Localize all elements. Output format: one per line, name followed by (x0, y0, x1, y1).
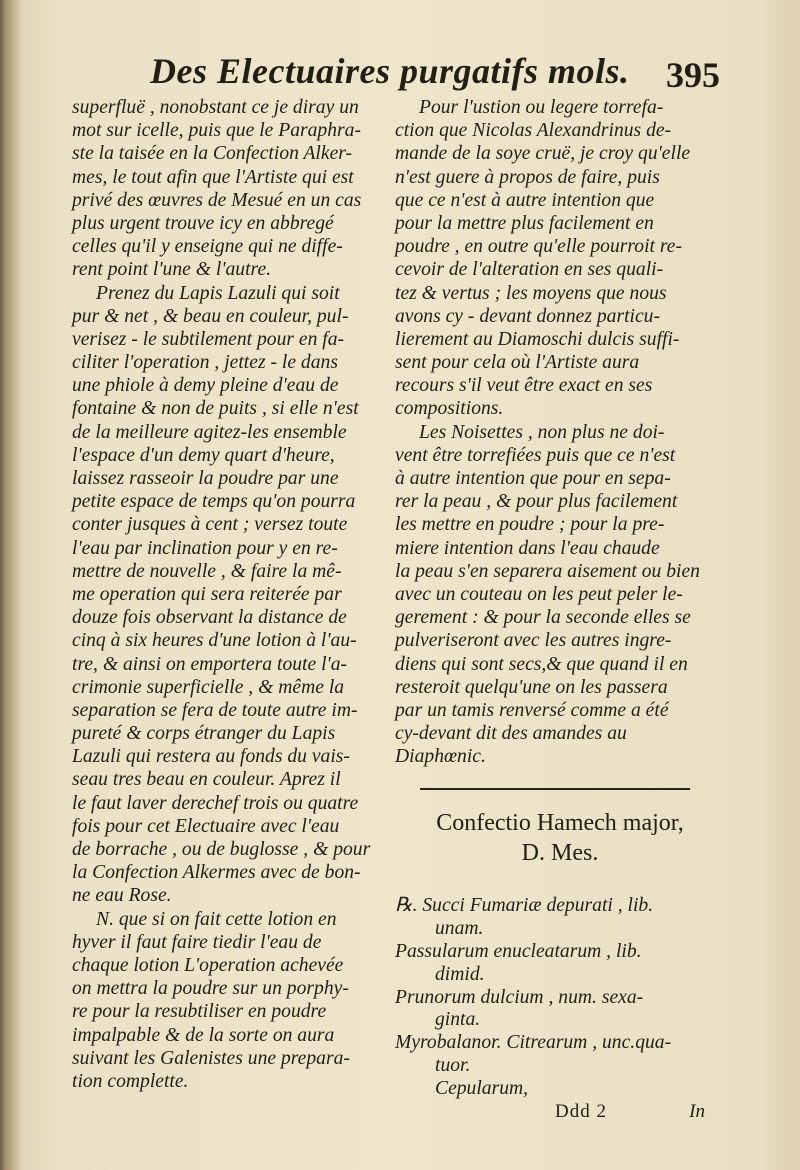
text-line: verisez - le subtilement pour en fa- (72, 328, 345, 350)
recipe-line: Prunorum dulcium , num. sexa- (395, 986, 644, 1008)
text-line: douze fois observant la distance de (72, 607, 347, 629)
recipe-line: dimid. (435, 963, 485, 985)
text-line: N. que si on fait cette lotion en (96, 908, 337, 930)
text-line: la Confection Alkermes avec de bon- (72, 862, 361, 884)
text-line: n'est guere à propos de faire, puis (395, 166, 660, 188)
text-line: de borrache , ou de buglosse , & pour (72, 839, 371, 860)
text-line: compositions. (395, 398, 504, 420)
left-column (72, 96, 377, 1093)
text-line: pur & net , & beau en couleur, pul- (72, 305, 349, 327)
text-line: diens qui sont secs,& que quand il en (395, 653, 688, 675)
section-divider (395, 768, 715, 808)
text-line: ne eau Rose. (72, 885, 172, 907)
text-line: recours s'il veut être exact en ses (395, 375, 653, 397)
text-line: pulveriseront avec les autres ingre- (395, 630, 672, 652)
text-line: ste la taisée en la Confection Alker- (72, 143, 353, 165)
text-line: gerement : & pour la seconde elles se (395, 607, 691, 629)
text-line: superfluë , nonobstant ce je diray un (72, 97, 359, 118)
text-line: miere intention dans l'eau chaude (395, 537, 660, 559)
text-line: pureté & corps étranger du Lapis (72, 723, 336, 745)
text-line: suivant les Galenistes une prepara- (72, 1047, 350, 1069)
text-line: que ce n'est à autre intention que (395, 189, 655, 211)
text-line: l'espace d'un demy quart d'heure, (72, 444, 335, 466)
text-line: par un tamis renversé comme a été (395, 699, 669, 721)
text-line: ciliter l'operation , jettez - le dans (72, 352, 338, 374)
text-line: vent être torrefiées puis que ce n'est (395, 444, 676, 466)
text-line: l'eau par inclination pour y en re- (72, 537, 338, 559)
text-line: rent point l'une & l'autre. (72, 259, 272, 281)
text-line: le faut laver derechef trois ou quatre (72, 792, 359, 814)
text-line: avons cy - devant donnez particu- (395, 305, 660, 327)
text-line: Lazuli qui restera au fonds du vais- (72, 746, 350, 768)
section-rule (420, 788, 690, 790)
text-line: separation se fera de toute autre im- (72, 699, 358, 721)
page-footer (395, 1100, 715, 1126)
page-header (150, 50, 720, 98)
text-line: cevoir de l'alteration en ses quali- (395, 259, 664, 281)
catchword: In (689, 1100, 705, 1122)
text-line: poudre , en outre qu'elle pourroit re- (395, 236, 682, 258)
text-line: resteroit quelqu'une on les passera (395, 676, 668, 698)
text-line: lierement au Diamoschi dulcis suffi- (395, 328, 680, 350)
text-line: mes, le tout afin que l'Artiste qui est (72, 166, 354, 188)
text-line: avec un couteau on les peut peler le- (395, 583, 683, 605)
text-line: fois pour cet Electuaire avec l'eau (72, 815, 340, 837)
section-title-line-2: D. Mes. (521, 840, 599, 867)
recipe-line: unam. (435, 918, 484, 940)
running-title: Des Electuaires purgatifs mols. (150, 51, 630, 91)
text-line: chaque lotion L'operation achevée (72, 954, 344, 976)
text-line: sent pour cela où l'Artiste aura (395, 352, 640, 374)
text-line: rer la peau , & pour plus facilement (395, 491, 678, 513)
page-number: 395 (666, 55, 720, 95)
text-line: ction que Nicolas Alexandrinus de- (395, 120, 672, 142)
text-line: cy-devant dit des amandes au (395, 723, 627, 745)
text-line: les mettre en poudre ; pour la pre- (395, 514, 665, 536)
text-line: conter jusques à cent ; versez toute (72, 514, 348, 536)
text-line: on mettra la poudre sur un porphy- (72, 978, 349, 1000)
text-line: mande de la soye cruë, je croy qu'elle (395, 143, 691, 165)
text-line: plus urgent trouve icy en abbregé (72, 212, 334, 234)
signature-mark: Ddd 2 (555, 1100, 607, 1122)
recipe-line: ℞. Succi Fumariæ depurati , lib. (395, 895, 654, 917)
text-line: mot sur icelle, puis que le Paraphra- (72, 120, 361, 142)
recipe-line: Myrobalanor. Citrearum , unc.qua- (395, 1032, 672, 1054)
text-line: petite espace de temps qu'on pourra (72, 491, 356, 513)
text-line: privé des œuvres de Mesué en un cas (72, 189, 362, 211)
text-line: tez & vertus ; les moyens que nous (395, 282, 667, 304)
text-line: pour la mettre plus facilement en (395, 212, 654, 234)
text-line: une phiole à demy pleine d'eau de (72, 375, 339, 397)
text-line: hyver il faut faire tiedir l'eau de (72, 931, 322, 953)
text-line: celles qu'il y enseigne qui ne diffe- (72, 236, 343, 258)
recipe-line: tuor. (435, 1055, 471, 1077)
section-title (395, 808, 715, 868)
text-line: Les Noisettes , non plus ne doi- (419, 421, 665, 443)
text-line: re pour la resubtiliser en poudre (72, 1001, 327, 1023)
text-line: tion complette. (72, 1070, 189, 1092)
text-line: laissez rasseoir la poudre par une (72, 468, 339, 489)
text-line: la peau s'en separera aisement ou bien (395, 560, 700, 582)
text-line: seau tres beau en couleur. Aprez il (72, 769, 341, 791)
section-title-line-1: Confectio Hamech major, (436, 810, 684, 837)
recipe-list (395, 894, 715, 1099)
text-line: mettre de nouvelle , & faire la mê- (72, 560, 342, 582)
right-column-text (395, 96, 715, 768)
text-line: fontaine & non de puits , si elle n'est (72, 398, 359, 420)
text-line: crimonie superficielle , & même la (72, 676, 345, 698)
text-line: Diaphœnic. (395, 746, 486, 768)
recipe-line: Passularum enucleatarum , lib. (395, 941, 642, 963)
text-line: Pour l'ustion ou legere torrefa- (419, 97, 664, 118)
text-line: à autre intention que pour en sepa- (395, 468, 671, 489)
text-line: me operation qui sera reiterée par (72, 583, 342, 605)
right-column (395, 96, 715, 1126)
text-line: impalpable & de la sorte on aura (72, 1024, 335, 1046)
text-line: Prenez du Lapis Lazuli qui soit (96, 282, 340, 304)
text-line: cinq à six heures d'une lotion à l'au- (72, 630, 357, 652)
text-line: tre, & ainsi on emportera toute l'a- (72, 653, 348, 675)
recipe-line: ginta. (435, 1009, 481, 1031)
text-line: de la meilleure agitez-les ensemble (72, 421, 347, 443)
recipe-line: Cepularum, (435, 1077, 529, 1099)
